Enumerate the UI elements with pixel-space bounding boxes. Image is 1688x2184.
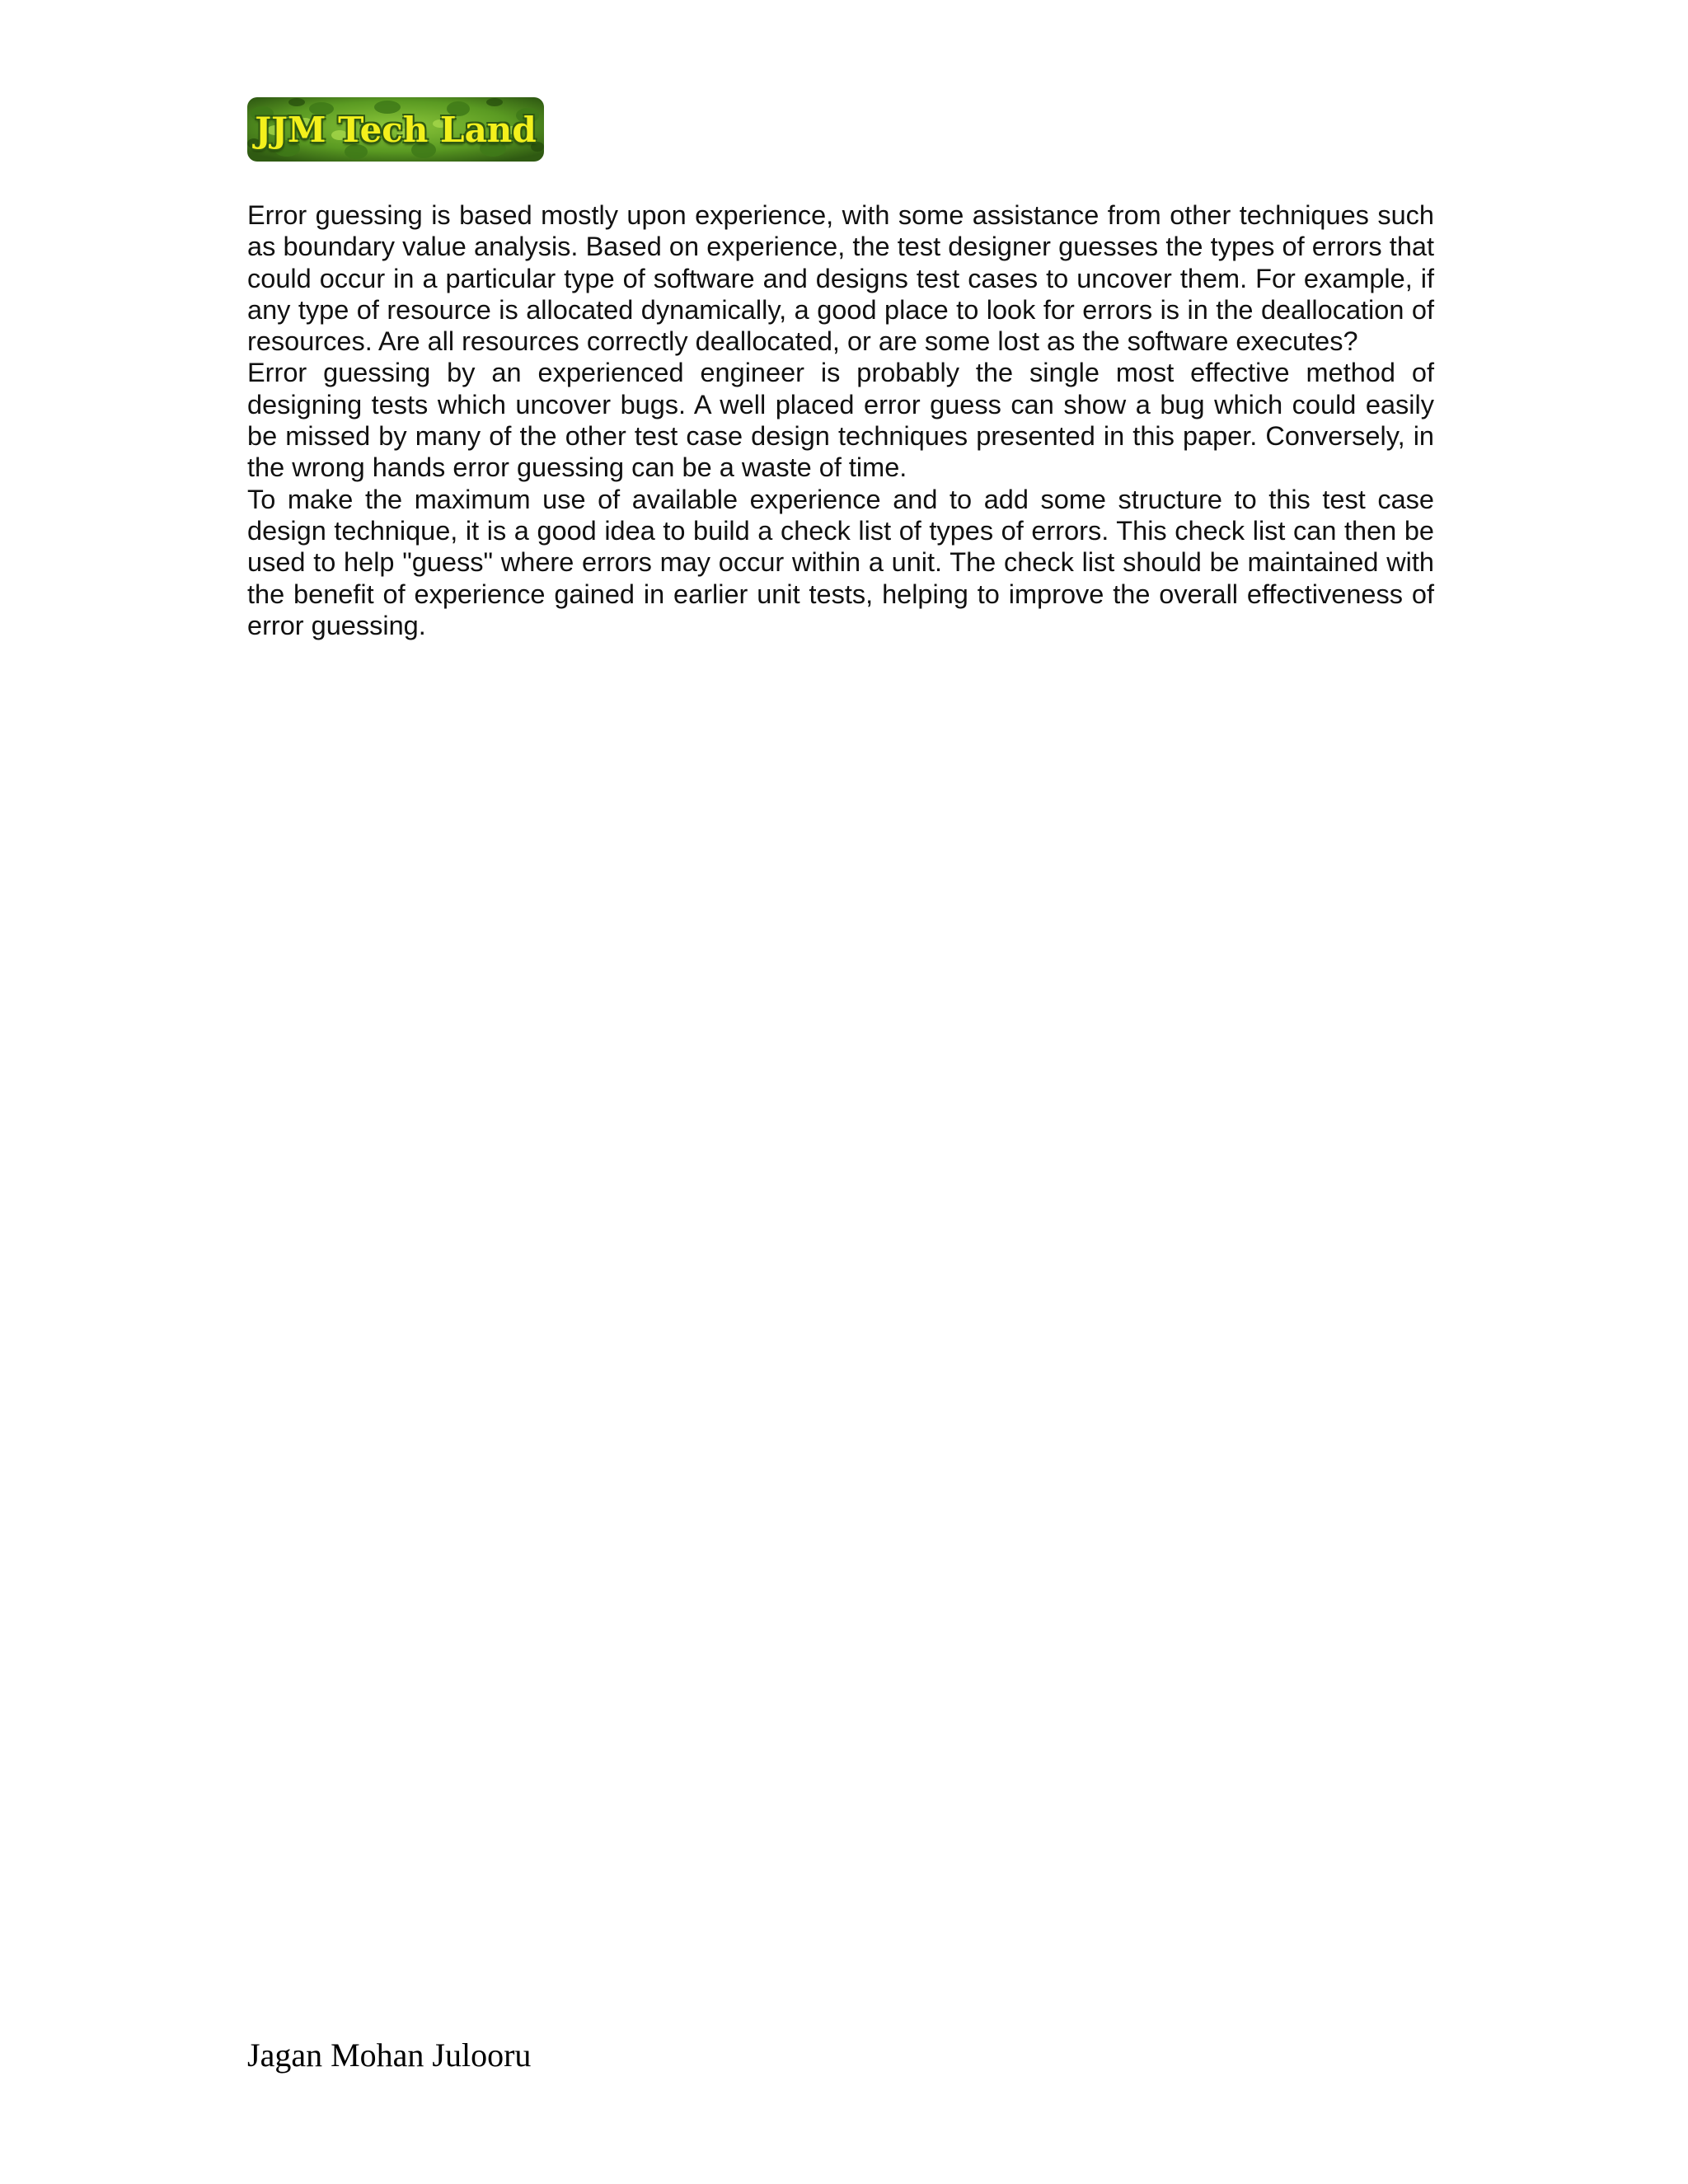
- paragraph-1: Error guessing is based mostly upon experience, with some assistance from other techniques such as boundary value analysis. Based on experience, the test designer guesses the types of errors that could occur in a particular type of software and designs test cases to uncover them. For example, if any type of resource is allocated dynamically, a good place to look for errors is in the deallocation of resources. Are all resources correctly deallocated, or are some lost as the software executes?: [247, 200, 1434, 357]
- footer-author: Jagan Mohan Julooru: [247, 2036, 532, 2074]
- jjm-tech-land-logo: [247, 97, 544, 162]
- paragraph-2: Error guessing by an experienced engineer is probably the single most effective method of designing tests which uncover bugs. A well placed error guess can show a bug which could easily be missed by many of the other test case design techniques presented in this paper. Conversely, in the wrong hands error guessing can be a waste of time.: [247, 358, 1434, 483]
- body-text: [247, 199, 1434, 641]
- logo-text: JJM Tech Land: [255, 109, 537, 150]
- paragraph-3: To make the maximum use of available experience and to add some structure to this test case design technique, it is a good idea to build a check list of types of errors. This check list can then be used to help "guess" where errors may occur within a unit. The check list should be maintained with the benefit of experience gained in earlier unit tests, helping to improve the overall effectiveness of error guessing.: [247, 484, 1434, 640]
